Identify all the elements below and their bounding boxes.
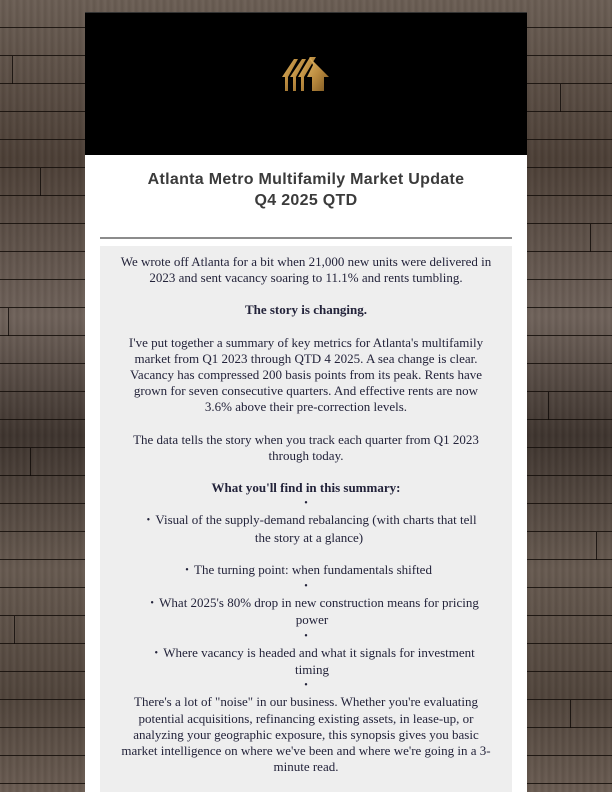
wood-seam: [14, 616, 15, 644]
summary-list: [100, 496, 512, 694]
section-divider: [100, 237, 512, 239]
bullet-icon: •: [150, 598, 154, 610]
bullet-icon: •: [304, 498, 308, 510]
bullet-icon: •: [185, 564, 189, 576]
wood-seam: [40, 168, 41, 196]
wood-seam: [596, 532, 597, 560]
list-item-text: The turning point: when fundamentals shifted: [194, 561, 432, 577]
list-item-text: What 2025's 80% drop in new construction means for pricing power: [159, 595, 479, 628]
bullet-icon: •: [154, 647, 158, 659]
email-card: [85, 12, 527, 792]
empty-list-item: [120, 629, 492, 645]
home-arrows-logo-icon: [280, 53, 332, 95]
summary-paragraph: I've put together a summary of key metrics for Atlanta's multifamily market from Q1 2023 through QTD 4 2025. A sea change is clear. Vacancy has compressed 200 basis points from its peak. Rents have grown for seven consecutive quarters. And effective rents are now 3.6% above their pre-correction levels.: [128, 334, 484, 415]
wood-seam: [548, 392, 549, 420]
title-line-2: Q4 2025 QTD: [254, 192, 358, 209]
title-line-1: Atlanta Metro Multifamily Market Update: [147, 171, 465, 188]
list-item-text: Where vacancy is headed and what it signals for investment timing: [163, 644, 475, 678]
wood-seam: [590, 224, 591, 252]
wood-seam: [30, 448, 31, 476]
list-item: [120, 595, 492, 628]
wood-seam: [8, 308, 9, 336]
wood-seam: [560, 84, 561, 112]
list-item: [120, 645, 492, 678]
find-heading: What you'll find in this summary:: [211, 480, 401, 496]
empty-list-item: [120, 496, 492, 512]
wood-seam: [12, 56, 13, 84]
intro-paragraph: We wrote off Atlanta for a bit when 21,000 new units were delivered in 2023 and sent vacancy soaring to 11.1% and rents tumbling.: [120, 254, 492, 286]
noise-paragraph: There's a lot of "noise" in our business. Whether you're evaluating potential acquisitions, refinancing existing assets, in lease-up, or analyzing your geographic exposure, this synopsis gives you basic market intelligence on where we've been and where we're going in a 3-minute read.: [121, 694, 491, 775]
data-story-paragraph: The data tells the story when you track each quarter from Q1 2023 through today.: [133, 431, 479, 463]
list-item-text: Visual of the supply-demand rebalancing (with charts that tell the story at a glance): [155, 512, 477, 545]
story-heading: The story is changing.: [244, 302, 368, 318]
bullet-icon: •: [304, 680, 308, 692]
list-item: [120, 512, 492, 545]
bullet-icon: •: [146, 515, 151, 527]
bullet-icon: •: [304, 630, 308, 642]
empty-list-item: [120, 678, 492, 694]
page-title: [85, 169, 527, 211]
bullet-icon: •: [304, 581, 308, 593]
empty-list-item: [120, 579, 492, 595]
header-banner: [85, 12, 527, 155]
content-panel: [100, 246, 512, 792]
list-spacer: [120, 546, 492, 562]
wood-seam: [570, 700, 571, 728]
list-item: [120, 562, 492, 579]
